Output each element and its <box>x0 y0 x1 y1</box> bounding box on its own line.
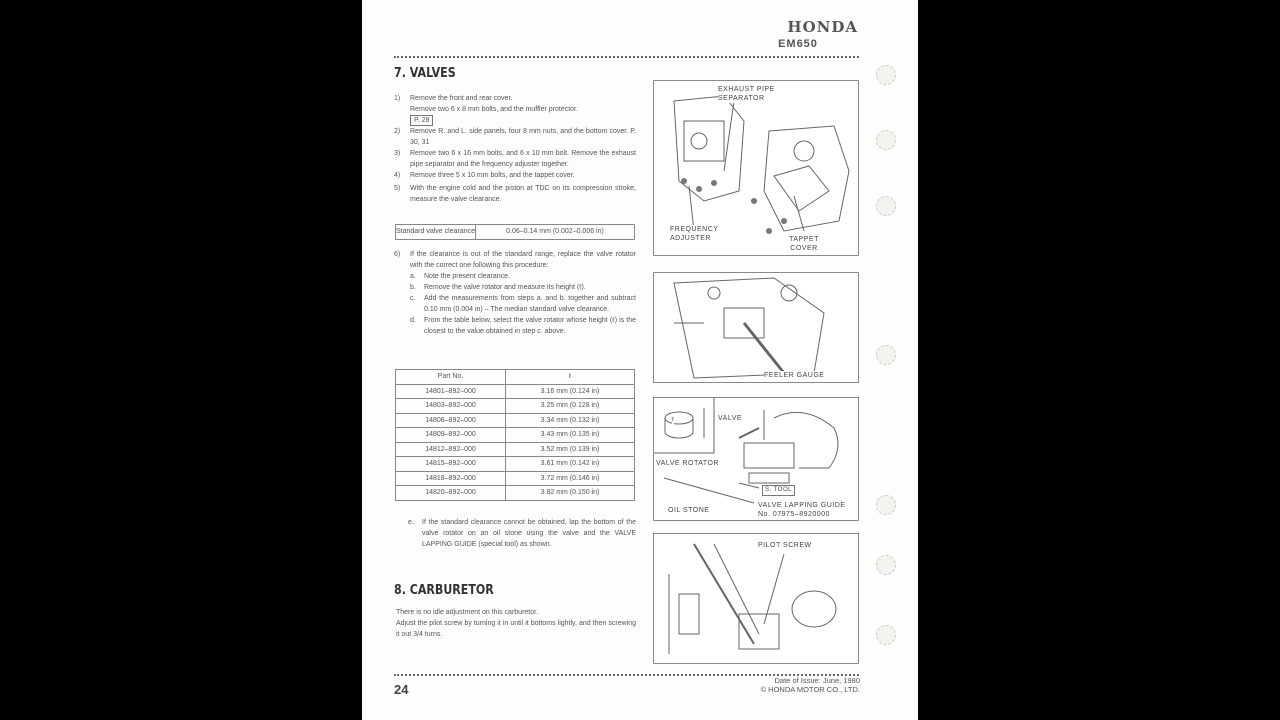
table-row <box>396 428 635 443</box>
table-row <box>396 486 635 501</box>
step-2: 2) Remove R. and L. side panels, four 8 mm nuts, and the bottom cover. P. 30, 31 <box>394 128 636 146</box>
copyright: © HONDA MOTOR CO., LTD. <box>760 685 860 694</box>
table-row <box>396 413 635 428</box>
manual-page <box>362 0 918 720</box>
figure-pilot-screw <box>653 533 859 664</box>
section-title-carburetor: 8. CARBURETOR <box>394 583 494 598</box>
brand-logo: HONDA <box>787 18 858 36</box>
feeler-gauge-illustration <box>654 273 860 384</box>
table-row <box>396 384 635 399</box>
carburetor-illustration <box>654 534 860 665</box>
binder-hole <box>876 130 896 150</box>
section-title-valves: 7. VALVES <box>394 66 456 81</box>
rotator-height: 3.52 mm (0.139 in) <box>506 442 635 457</box>
part-number: 14806–892–000 <box>396 413 506 428</box>
label-valve-lapping-guide: VALVE LAPPING GUIDE <box>758 502 846 509</box>
label-tool-number: No. 07975–8920000 <box>758 511 830 518</box>
part-number: 14820–892–000 <box>396 486 506 501</box>
part-number: 14803–892–000 <box>396 399 506 414</box>
figure-feeler-gauge <box>653 272 859 383</box>
step-3: 3) Remove two 6 x 16 mm bolts, and 6 x 10 mm bolt. Remove the exhaust pipe separator and the frequency adjuster together. <box>394 150 636 168</box>
rotator-height: 3.43 mm (0.135 in) <box>506 428 635 443</box>
label-valve-rotator: VALVE ROTATOR <box>656 460 720 467</box>
valve-rotator-table <box>395 369 635 501</box>
step-5: 5) With the engine cold and the piston at TDC on its compression stroke, measure the valve clearance. <box>394 185 636 203</box>
header-rule <box>394 56 859 58</box>
carburetor-text: There is no idle adjustment on this carburetor. Adjust the pilot screw by turning it in until it bottoms lightly, and then screwing it out 3/4 turns. <box>396 609 636 638</box>
model-name: EM650 <box>778 38 818 50</box>
part-number: 14801–892–000 <box>396 384 506 399</box>
part-number: 14818–892–000 <box>396 471 506 486</box>
figure-valve-lapping <box>653 397 859 521</box>
step-e: e. If the standard clearance cannot be obtained, lap the bottom of the valve rotator on an oil stone using the valve and the VALVE LAPPING GUIDE (special tool) as shown. <box>408 519 636 548</box>
part-number: 14815–892–000 <box>396 457 506 472</box>
label-height: ℓ <box>672 417 675 423</box>
footer-info <box>702 676 860 694</box>
step-1: 1) Remove the front and rear cover. Remove two 6 x 8 mm bolts, and the muffler protector. P. 28 <box>394 95 578 124</box>
part-number: 14809–892–000 <box>396 428 506 443</box>
sub-step-c: c. Add the measurements from steps a. and b. together and subtract 0.10 mm (0.004 in) – The median standard valve clearance. <box>410 295 636 313</box>
binder-hole <box>876 65 896 85</box>
table-row <box>396 457 635 472</box>
binder-hole <box>876 625 896 645</box>
binder-hole <box>876 555 896 575</box>
label-feeler-gauge: FEELER GAUGE <box>764 372 825 379</box>
label-frequency-adjuster: FREQUENCY ADJUSTER <box>670 225 730 243</box>
binder-hole <box>876 345 896 365</box>
col-header-part-no: Part No. <box>396 370 506 385</box>
page-number: 24 <box>394 682 409 697</box>
spec-value: 0.06–0.14 mm (0.002–0.006 in) <box>476 225 635 240</box>
label-oil-stone: OIL STONE <box>668 507 710 514</box>
spec-table <box>395 224 635 240</box>
figure-exhaust-tappet <box>653 80 859 256</box>
label-special-tool: S. TOOL <box>762 485 795 496</box>
valves-steps <box>394 93 636 205</box>
part-number: 14812–892–000 <box>396 442 506 457</box>
page-ref: P. 28 <box>410 115 433 126</box>
sub-step-a: a. Note the present clearance. <box>410 273 510 280</box>
table-row <box>396 442 635 457</box>
table-row <box>396 471 635 486</box>
label-pilot-screw: PILOT SCREW <box>758 542 812 549</box>
label-valve: VALVE <box>718 415 743 422</box>
sub-step-d: d. From the table below, select the valve rotator whose height (ℓ) is the closest to the value obtained in step c. above. <box>410 317 636 335</box>
rotator-height: 3.16 mm (0.124 in) <box>506 384 635 399</box>
rotator-height: 3.25 mm (0.128 in) <box>506 399 635 414</box>
issue-date: Date of Issue: June, 1980 <box>774 676 860 685</box>
col-header-height: ℓ <box>506 370 635 385</box>
table-row <box>396 399 635 414</box>
label-exhaust-pipe-separator: EXHAUST PIPE SEPARATOR <box>718 85 794 103</box>
rotator-height: 3.34 mm (0.132 in) <box>506 413 635 428</box>
rotator-height: 3.61 mm (0.142 in) <box>506 457 635 472</box>
binder-hole <box>876 196 896 216</box>
binder-hole <box>876 495 896 515</box>
step-4: 4) Remove three 5 x 10 mm bolts, and the tappet cover. <box>394 172 575 179</box>
spec-label: Standard valve clearance <box>396 225 476 240</box>
sub-step-b: b. Remove the valve rotator and measure its height (ℓ). <box>410 284 586 291</box>
label-tappet-cover: TAPPET COVER <box>784 235 824 253</box>
step-6: 6) If the clearance is out of the standard range, replace the valve rotator with the correct one following this procedure: a. Note the present clearance. b. Remove the valve rotator and measure its height (ℓ). c. Add the measurements from steps a. and b. together and subtract 0.10 mm (0.004 in) – The median standard valve clearance. d. From the table below, select the valve rotator whose height (ℓ) is the closest to the value obtained in step c. above. <box>394 251 636 335</box>
rotator-height: 3.82 mm (0.150 in) <box>506 486 635 501</box>
rotator-height: 3.72 mm (0.146 in) <box>506 471 635 486</box>
